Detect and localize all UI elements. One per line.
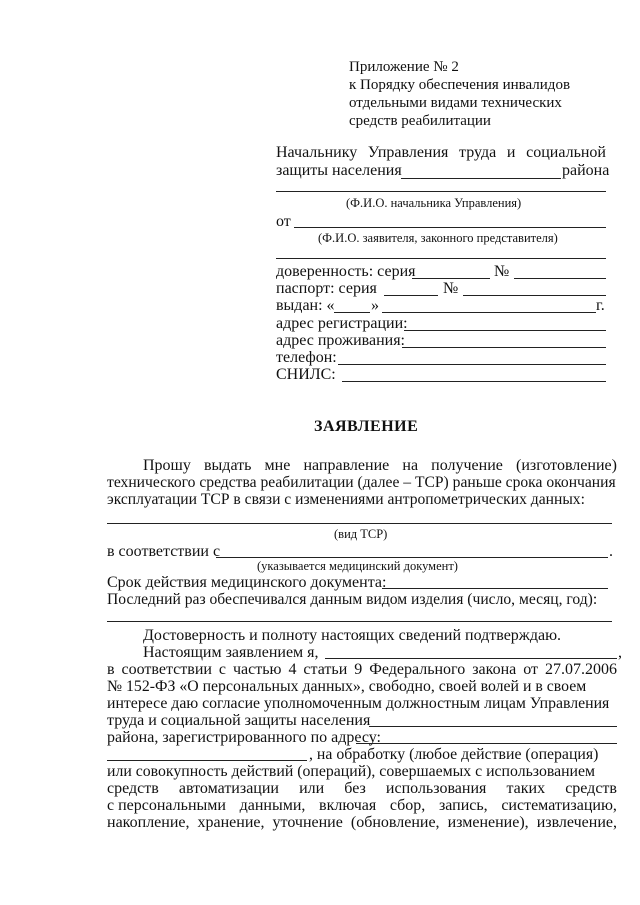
caption-applicant: (Ф.И.О. заявителя, законного представителя): [318, 231, 558, 245]
passport-number-field[interactable]: [463, 295, 606, 296]
validity-field[interactable]: [382, 588, 608, 589]
passport-series-field[interactable]: [384, 295, 438, 296]
addressee-line-2-end: района: [562, 162, 610, 179]
snils-label: СНИЛС:: [276, 366, 336, 383]
caption-med: (указывается медицинский документ): [257, 559, 458, 573]
p1-line-3: эксплуатации ТСР в связи с изменениями антропометрических данных:: [107, 491, 585, 508]
word: запись,: [438, 797, 488, 814]
accordance-label: в соответствии с: [107, 543, 221, 560]
appendix-number: Приложение № 2: [349, 59, 459, 75]
word: средств: [107, 780, 159, 797]
proxy-label: доверенность: серия: [276, 263, 416, 280]
word: Федерального: [369, 661, 466, 678]
consent-start: Настоящим заявлением я,: [143, 644, 319, 661]
word: и: [506, 144, 516, 161]
word: от: [523, 661, 538, 678]
head-name-field[interactable]: [276, 191, 606, 192]
word: уточнение: [272, 814, 343, 831]
p1-line-2: технического средства реабилитации (далее – ТСР) раньше срока окончания: [107, 474, 616, 491]
addressee-line-1: [276, 145, 606, 161]
consent-line-5: труда и социальной защиты населения: [107, 712, 371, 729]
proxy-number-sign: №: [494, 263, 510, 280]
word: автоматизации: [178, 780, 279, 797]
applicant-name-field[interactable]: [294, 227, 606, 228]
phone-field[interactable]: [338, 364, 606, 365]
consent-address-field[interactable]: [356, 743, 617, 744]
accordance-end: .: [609, 543, 613, 560]
consent-department-field[interactable]: [369, 726, 617, 727]
word: выдать: [204, 457, 252, 474]
last-provision-field[interactable]: [107, 621, 612, 622]
document-title: ЗАЯВЛЕНИЕ: [314, 418, 419, 435]
addressee-line-2-start: защиты населения: [276, 162, 402, 179]
word: труда: [459, 144, 497, 161]
word: 9: [354, 661, 363, 678]
word: получение: [431, 457, 503, 474]
issued-day-field[interactable]: [334, 312, 370, 313]
word: сбор,: [389, 797, 426, 814]
validity-label: Срок действия медицинского документа:: [107, 574, 387, 591]
consent-line-9: [107, 781, 617, 797]
live-address-field[interactable]: [402, 347, 606, 348]
proxy-number-field[interactable]: [514, 278, 606, 279]
issued-label: выдан: «: [276, 297, 335, 314]
applicant-name-field-2[interactable]: [276, 258, 606, 259]
appendix-line-3: отдельными видами технических: [349, 95, 562, 111]
word: Начальнику: [276, 144, 358, 161]
from-label: от: [276, 213, 291, 230]
word: таких: [506, 780, 546, 797]
appendix-line-2: к Порядку обеспечения инвалидов: [349, 77, 571, 93]
year-suffix: г.: [596, 297, 605, 314]
reg-address-field[interactable]: [404, 330, 606, 331]
word: с персональными: [107, 797, 226, 814]
issued-date-field[interactable]: [382, 312, 596, 313]
consent-line-2: [107, 662, 617, 678]
consent-line-10: [107, 798, 617, 814]
passport-number-sign: №: [443, 280, 459, 297]
word: систематизацию,: [501, 797, 617, 814]
consent-line-8: или совокупность действий (операций), совершаемых с использованием: [107, 763, 596, 780]
p1-line-1: [143, 458, 617, 474]
word: или: [299, 780, 325, 797]
word: данными,: [239, 797, 306, 814]
consent-line-6: района, зарегистрированного по адресу:: [107, 729, 381, 746]
word: в: [107, 661, 115, 678]
district-field[interactable]: [401, 178, 561, 179]
passport-label: паспорт: серия: [276, 280, 377, 297]
consent-name-field[interactable]: [325, 658, 617, 659]
word: направление: [303, 457, 390, 474]
word: частью: [232, 661, 282, 678]
consent-line-11: [107, 815, 617, 831]
word: включая: [319, 797, 377, 814]
word: без: [344, 780, 366, 797]
confirm-text: Достоверность и полноту настоящих сведений подтверждаю.: [143, 627, 562, 644]
word: Прошу: [143, 457, 191, 474]
reg-address-label: адрес регистрации:: [276, 315, 408, 332]
word: 27.07.2006: [544, 661, 617, 678]
med-document-field[interactable]: [216, 557, 608, 558]
word: статьи: [303, 661, 348, 678]
phone-label: телефон:: [276, 349, 337, 366]
word: 4: [288, 661, 297, 678]
caption-tsr: (вид ТСР): [334, 527, 388, 541]
word: (изготовление): [516, 457, 617, 474]
consent-line-7: , на обработку (любое действие (операция): [309, 746, 599, 763]
word: на: [402, 457, 419, 474]
word: использования: [385, 780, 487, 797]
word: Управления: [367, 144, 449, 161]
word: хранение,: [197, 814, 265, 831]
word: изменение),: [447, 814, 529, 831]
live-address-label: адрес проживания:: [276, 332, 405, 349]
issued-quote: »: [371, 297, 379, 314]
snils-field[interactable]: [342, 381, 606, 382]
consent-address-field-2[interactable]: [107, 760, 307, 761]
word: извлечение,: [536, 814, 617, 831]
word: с: [218, 661, 227, 678]
word: закона: [472, 661, 517, 678]
caption-head: (Ф.И.О. начальника Управления): [346, 196, 522, 210]
tsr-type-field[interactable]: [107, 523, 612, 524]
word: мне: [264, 457, 291, 474]
last-provision-label: Последний раз обеспечивался данным видом изделия (число, месяц, год):: [107, 591, 598, 608]
consent-line-3: № 152-ФЗ «О персональных данных», свободно, своей волей и в своем: [107, 678, 587, 695]
word: накопление,: [107, 814, 190, 831]
consent-line-4: интересе даю согласие уполномоченным должностным лицам Управления: [107, 695, 610, 712]
word: соответствии: [121, 661, 212, 678]
word: средств: [565, 780, 617, 797]
consent-comma: ,: [618, 644, 622, 661]
appendix-line-4: средств реабилитации: [349, 113, 491, 129]
word: (обновление,: [350, 814, 440, 831]
proxy-series-field[interactable]: [412, 278, 490, 279]
word: социальной: [526, 144, 606, 161]
